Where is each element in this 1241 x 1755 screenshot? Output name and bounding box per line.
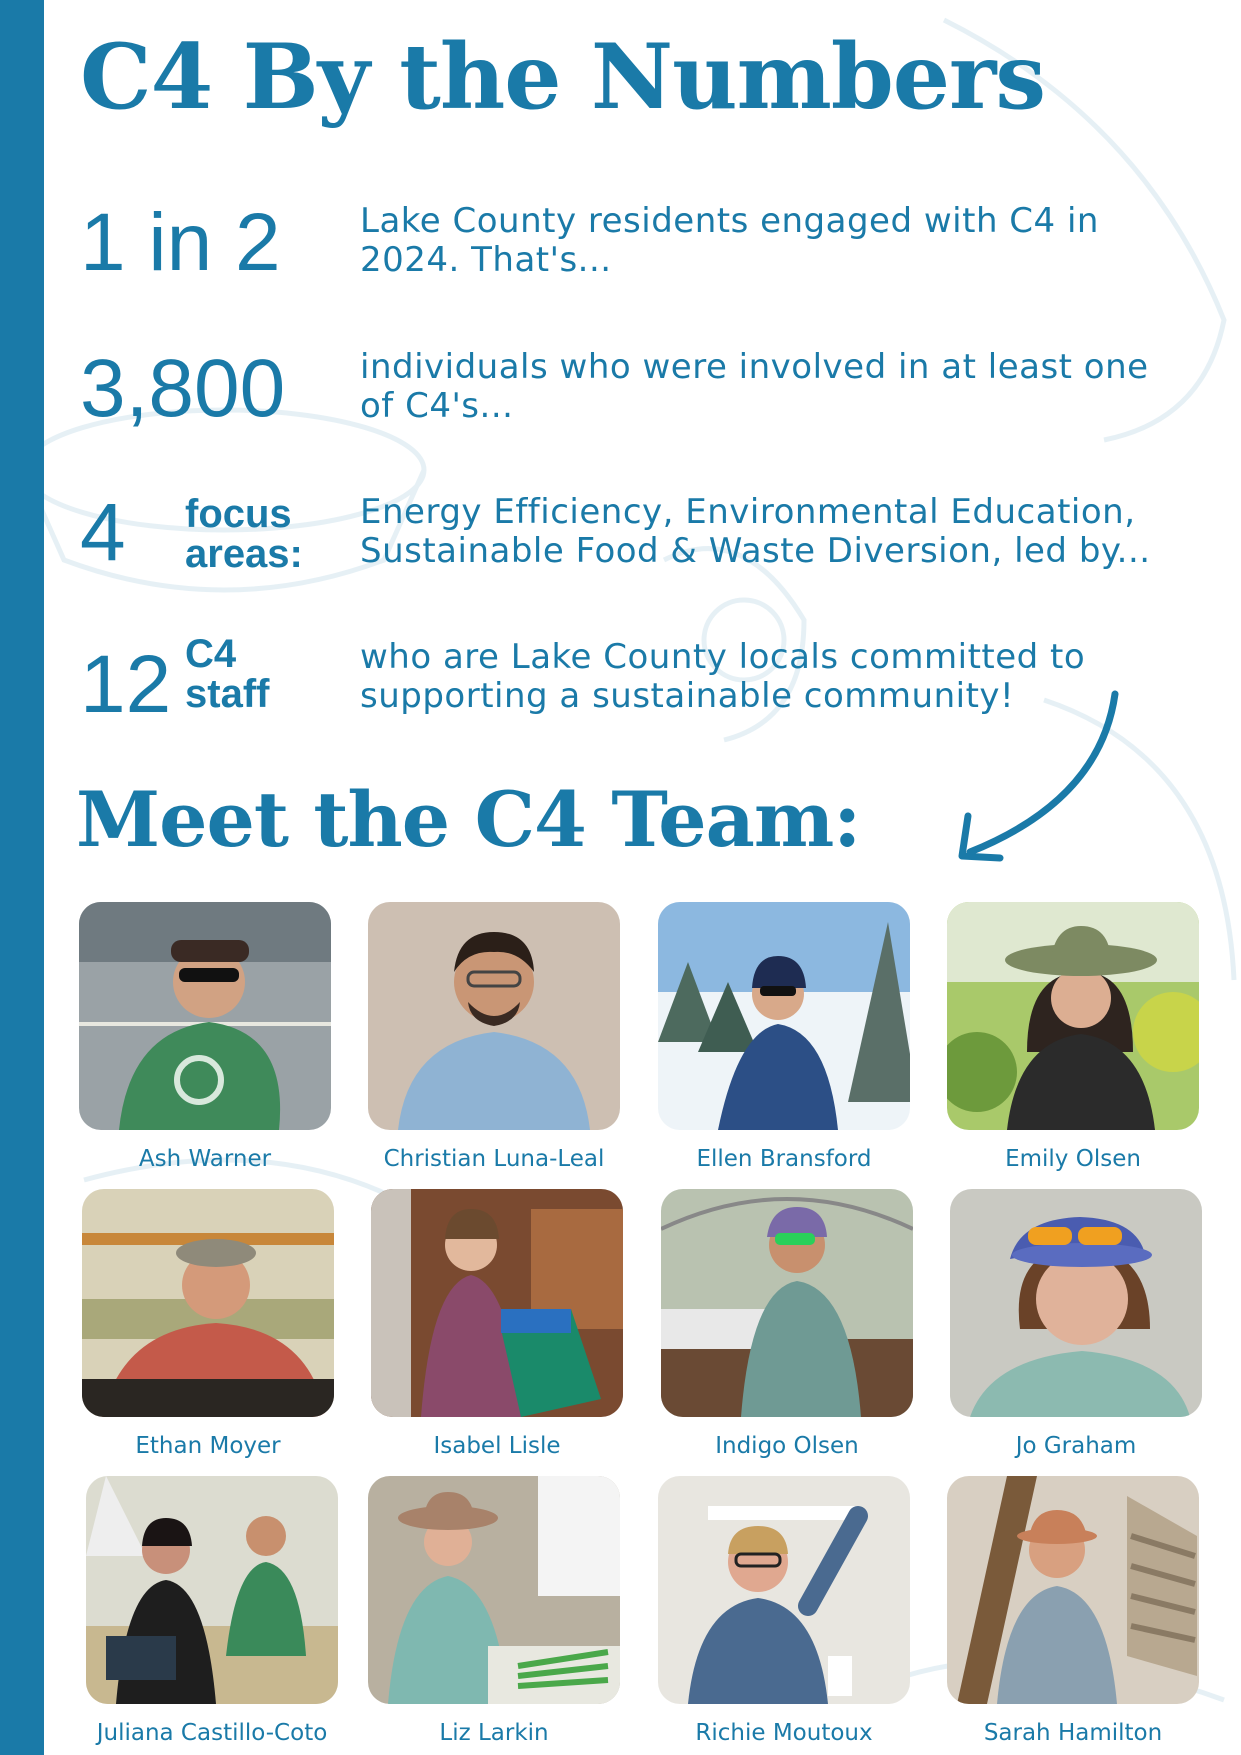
team-member-name: Juliana Castillo-Coto [96, 1720, 328, 1746]
team-member-name: Christian Luna-Leal [383, 1146, 605, 1172]
team-member-name: Ash Warner [138, 1146, 272, 1172]
juliana-castillo-coto-photo [86, 1476, 338, 1704]
team-member-card [950, 1189, 1202, 1461]
ash-warner-photo [79, 902, 331, 1130]
indigo-olsen-photo [661, 1189, 913, 1417]
team-section-title: Meet the C4 Team: [76, 775, 861, 864]
left-accent-bar [0, 0, 44, 1755]
team-member-name: Jo Graham [1015, 1433, 1137, 1459]
team-member-card [368, 902, 620, 1174]
stat-label-line1: focus [185, 492, 292, 536]
team-member-card [79, 902, 331, 1174]
stat-description: Lake County residents engaged with C4 in 2024. That's... [360, 201, 1099, 280]
richie-moutoux-photo [658, 1476, 910, 1704]
team-member-name: Isabel Lisle [433, 1433, 561, 1459]
emily-olsen-photo [947, 902, 1199, 1130]
team-member-name: Ethan Moyer [135, 1433, 281, 1459]
liz-larkin-photo [368, 1476, 620, 1704]
team-member-card [661, 1189, 913, 1461]
team-member-card [368, 1476, 620, 1748]
stat-description: individuals who were involved in at least one of C4's... [360, 347, 1149, 426]
team-member-card [371, 1189, 623, 1461]
stat-number: 12 [80, 639, 172, 730]
team-member-name: Sarah Hamilton [983, 1720, 1163, 1746]
team-member-name: Emily Olsen [1005, 1146, 1141, 1172]
stat-number: 1 in 2 [80, 197, 281, 288]
team-member-card [658, 902, 910, 1174]
ellen-bransford-photo [658, 902, 910, 1130]
sarah-hamilton-photo [947, 1476, 1199, 1704]
stat-description: Energy Efficiency, Environmental Education, Sustainable Food & Waste Diversion, led by... [360, 492, 1151, 571]
page-title: C4 By the Numbers [80, 24, 1046, 130]
team-member-name: Ellen Bransford [696, 1146, 872, 1172]
team-member-name: Richie Moutoux [695, 1720, 873, 1746]
team-member-card [658, 1476, 910, 1748]
ethan-moyer-photo [82, 1189, 334, 1417]
team-member-name: Indigo Olsen [715, 1433, 859, 1459]
christian-luna-leal-photo [368, 902, 620, 1130]
stat-label-line2: staff [185, 672, 270, 716]
team-member-card [82, 1189, 334, 1461]
stat-number: 3,800 [80, 343, 286, 434]
stat-label-line1: C4 [185, 632, 237, 676]
team-member-card [947, 1476, 1199, 1748]
team-member-card [947, 902, 1199, 1174]
team-member-card [86, 1476, 338, 1748]
team-member-name: Liz Larkin [439, 1720, 549, 1746]
stat-description: who are Lake County locals committed to supporting a sustainable community! [360, 637, 1086, 716]
isabel-lisle-photo [371, 1189, 623, 1417]
jo-graham-photo [950, 1189, 1202, 1417]
stat-number: 4 [80, 487, 126, 578]
stat-label-line2: areas: [185, 532, 303, 576]
curved-arrow-icon [950, 690, 1130, 870]
